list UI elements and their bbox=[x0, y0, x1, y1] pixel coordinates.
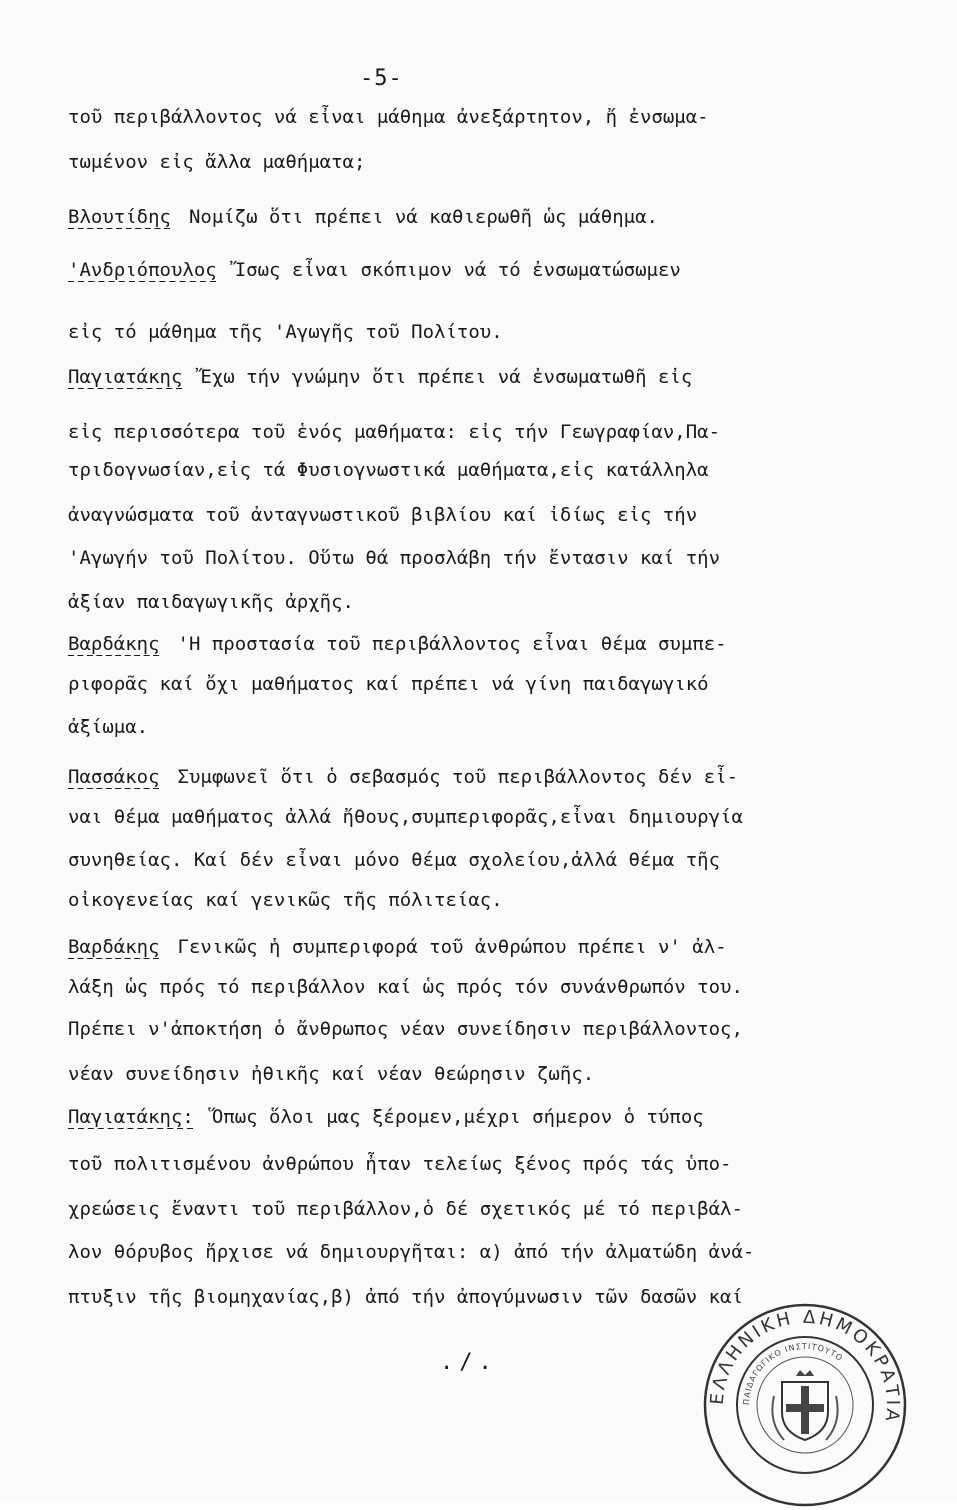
line-text: Συμφωνεῖ ὅτι ὁ σεβασμός τοῦ περιβάλλοντος δέν εἶ- bbox=[177, 766, 739, 788]
line-text: τοῦ πολιτισμένου ἀνθρώπου ἦταν τελείως ξένος πρός τάς ὑπο- bbox=[68, 1153, 732, 1175]
speaker-name: Βαρδάκης bbox=[68, 633, 160, 655]
text-line bbox=[68, 672, 888, 696]
text-line bbox=[68, 715, 888, 739]
text-line bbox=[68, 1017, 888, 1041]
text-line bbox=[68, 590, 888, 614]
line-text: τριδογνωσίαν,εἰς τά Φυσιογνωστικά μαθήματα,εἰς κατάλληλα bbox=[68, 459, 709, 481]
line-text: εἰς τό μάθημα τῆς 'Αγωγῆς τοῦ Πολίτου. bbox=[68, 321, 503, 343]
line-text: τωμένον εἰς ἄλλα μαθήματα; bbox=[68, 151, 366, 173]
line-text: οἰκογενείας καί γενικῶς τῆς πόλιτείας. bbox=[68, 889, 503, 911]
speaker-name: Παγιατάκης: bbox=[68, 1106, 194, 1128]
text-line bbox=[68, 1062, 888, 1086]
line-text: ναι θέμα μαθήματος ἀλλά ἤθους,συμπεριφορᾶς,εἶναι δημιουργία bbox=[68, 806, 743, 828]
official-stamp bbox=[700, 1300, 910, 1510]
speaker-line bbox=[68, 765, 888, 789]
text-line bbox=[68, 1197, 888, 1221]
text-line bbox=[68, 805, 888, 829]
text-line bbox=[68, 546, 888, 570]
speaker-line bbox=[68, 365, 888, 389]
text-line bbox=[68, 458, 888, 482]
line-text: Ἴσως εἶναι σκόπιμον νά τό ἐνσωματώσωμεν bbox=[234, 259, 681, 281]
text-line bbox=[68, 1240, 888, 1264]
line-text: πτυξιν τῆς βιομηχανίας,β) ἀπό τήν ἀπογύμνωσιν τῶν δασῶν καί bbox=[68, 1286, 743, 1308]
line-text: 'Η προστασία τοῦ περιβάλλοντος εἶναι θέμα συμπε- bbox=[177, 633, 727, 655]
text-line bbox=[68, 150, 888, 174]
line-text: εἰς περισσότερα τοῦ ἑνός μαθήματα: εἰς τήν Γεωγραφίαν,Πα- bbox=[68, 421, 721, 443]
speaker-name: 'Ανδριόπουλος bbox=[68, 259, 217, 281]
line-text: λάξη ὡς πρός τό περιβάλλον καί ὡς πρός τόν συνάνθρωπόν του. bbox=[68, 976, 743, 998]
line-text: ἀξίαν παιδαγωγικῆς ἀρχῆς. bbox=[68, 591, 354, 613]
page-number: -5- bbox=[360, 66, 403, 91]
text-line bbox=[68, 848, 888, 872]
line-text: νέαν συνείδησιν ἠθικῆς καί νέαν θεώρησιν ζωῆς. bbox=[68, 1063, 595, 1085]
text-line bbox=[68, 320, 888, 344]
text-line bbox=[68, 975, 888, 999]
speaker-line bbox=[68, 205, 888, 229]
speaker-name: Βλουτίδης bbox=[68, 206, 171, 228]
svg-text:ΠΑΙΔΑΓΩΓΙΚΟ ΙΝΣΤΙΤΟΥΤΟ bbox=[742, 1342, 845, 1405]
line-text: Ὅπως ὅλοι μας ξέρομεν,μέχρι σήμερον ὁ τύπος bbox=[211, 1106, 704, 1128]
stamp-outer-text: ΕΛΛΗΝΙΚΗ ΔΗΜΟΚΡΑΤΙΑ bbox=[706, 1306, 904, 1426]
line-text: ἀναγνώσματα τοῦ ἀνταγνωστικοῦ βιβλίου καί ἰδίως εἰς τήν bbox=[68, 504, 698, 526]
continuation-mark: ./. bbox=[440, 1350, 498, 1375]
greek-coat-of-arms-icon bbox=[772, 1370, 837, 1440]
line-text: ἀξίωμα. bbox=[68, 716, 149, 738]
text-line bbox=[68, 420, 888, 444]
speaker-line bbox=[68, 258, 888, 282]
line-text: λον θόρυβος ἤρχισε νά δημιουργῆται: α) ἀπό τήν ἀλματώδη ἀνά- bbox=[68, 1241, 755, 1263]
stamp-inner-text: ΠΑΙΔΑΓΩΓΙΚΟ ΙΝΣΤΙΤΟΥΤΟ bbox=[741, 1341, 845, 1406]
speaker-line bbox=[68, 935, 888, 959]
speaker-line bbox=[68, 1105, 888, 1129]
text-line bbox=[68, 503, 888, 527]
speaker-name: Βαρδάκης bbox=[68, 936, 160, 958]
line-text: Νομίζω ὅτι πρέπει νά καθιερωθῆ ὡς μάθημα. bbox=[188, 206, 658, 228]
text-line bbox=[68, 888, 888, 912]
line-text: ριφορᾶς καί ὄχι μαθήματος καί πρέπει νά γίνη παιδαγωγικό bbox=[68, 673, 709, 695]
line-text: συνηθείας. Καί δέν εἶναι μόνο θέμα σχολείου,ἀλλά θέμα τῆς bbox=[68, 849, 721, 871]
text-line bbox=[68, 105, 888, 129]
line-text: χρεώσεις ἔναντι τοῦ περιβάλλον,ὁ δέ σχετικός μέ τό περιβάλ- bbox=[68, 1198, 743, 1220]
text-line bbox=[68, 1152, 888, 1176]
line-text: 'Αγωγήν τοῦ Πολίτου. Οὕτω θά προσλάβη τήν ἔντασιν καί τήν bbox=[68, 547, 721, 569]
line-text: Γενικῶς ἡ συμπεριφορά τοῦ ἀνθρώπου πρέπει ν' ἀλ- bbox=[177, 936, 727, 958]
speaker-line bbox=[68, 632, 888, 656]
speaker-name: Πασσάκος bbox=[68, 766, 160, 788]
line-text: τοῦ περιβάλλοντος νά εἶναι μάθημα ἀνεξάρτητον, ἤ ἐνσωμα- bbox=[68, 106, 709, 128]
speaker-name: Παγιατάκης bbox=[68, 366, 183, 388]
line-text: Πρέπει ν'ἀποκτήση ὁ ἄνθρωπος νέαν συνείδησιν περιβάλλοντος, bbox=[68, 1018, 743, 1040]
line-text: Ἔχω τήν γνώμην ὅτι πρέπει νά ἐνσωματωθῆ εἰς bbox=[200, 366, 693, 388]
